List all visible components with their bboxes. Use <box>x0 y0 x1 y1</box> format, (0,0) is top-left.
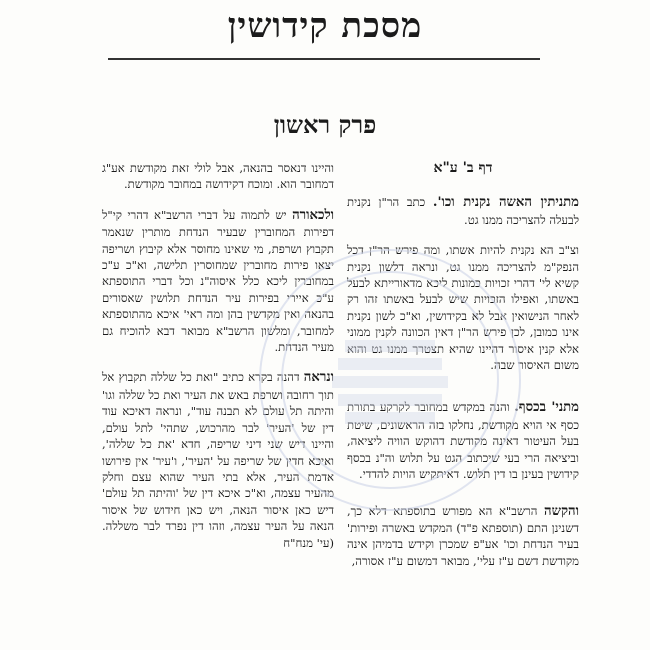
paragraph-text: כתב הר"ן נקנית לבעלה להצריכה ממנו גט. <box>347 195 579 227</box>
paragraph-question <box>347 503 579 570</box>
paragraph-venireh <box>102 369 334 550</box>
daf-label: דף ב' ע"א <box>433 160 493 176</box>
paragraph-explanation: וצ"ב הא נקנית להיות אשתו, ומה פירש הר"ן דכל הנפק"מ להצריכה ממנו גט, ונראה דלשון נקנית קשיא לי' דהרי זכויות כמונות ליכא מדאורייתא לבעל באשתו, ואפילו הזכויות שיש לבעל באשתו זהו רק לאחר הנישואין אבל לא בקידושין, וא"כ לשון נקנית אינו כמובן, לכן פירש הר"ן דאין הכוונה לקנין ממוני אלא קנין איסור דהיינו שהיא תצטרך ממנו גט והוא משום האיסור שבה. <box>347 243 579 373</box>
header-rule <box>108 58 540 60</box>
dibbur-hamatchil: מתני' בכסף. <box>514 400 580 416</box>
chapter-title: פרק ראשון <box>273 110 377 139</box>
paragraph-text: יש לתמוה על דברי הרשב"א דהרי קי"ל דפירות המחוברין שבעיר הנדחת מותרין שנאמר תקבוץ ושרפת, מי שאינו מחוסר אלא קיבוץ ושריפה יצאו פירות מחוברין שמחוסרין תלישה, וא"כ ע"כ במחוברין ליכא כלל איסוה"נ וכל דברי התוספתא ע"כ איירי בפירות עיר הנדחת תלושין שאסורים בהנאה ואין מקדשין בהן ומה ראי' איכא מהתוספתא למחובר, ומלשון הרשב"א מבואר דבא להוכיח גם מעיר הנדחת. <box>102 207 334 355</box>
paragraph-text: דהנה בקרא כתיב "ואת כל שללה תקבוץ אל תוך רחובה ושרפת באש את העיר ואת כל שללה וגו' והיתה תל עולם לא תבנה עוד", ונראה דאיכא עוד דין של 'העיר' לבר מהרכוש, שתהי' לתל עולם, והיינו דיש שני דיני שריפה, חדא 'את כל שללה', ואיכא חדין של שריפה על 'העיר', ו'עיר' אין פירושו אדמת העיר, אלא בתי העיר שהוא עצם וחלק מהעיר עצמה, וא"כ איכא דין של 'והיתה תל עולם' דיש כאן איסור הנאה, ויש כאן חידוש של איסור הנאה על העיר עצמה, וזהו דין נפרד לבר משללה. (עי' מנח"ח <box>102 370 334 550</box>
paragraph-continuation: והיינו דנאסר בהנאה, אבל לולי זאת מקודשת אע"ג דמחובר הוא. ומוכח דקידושה במחובר מקודשת. <box>102 161 334 192</box>
dibbur-hamatchil: והקשה <box>544 503 579 519</box>
dibbur-hamatchil: ונראה <box>303 370 334 386</box>
paragraph-lechora <box>102 207 334 356</box>
right-column <box>347 160 579 569</box>
paragraph-text: והנה במקדש במחובר לקרקע בתורת כסף אי הויא מקודשת, נחלקו בזה הראשונים, שיטת בעל העיטור דאינה מקודשת דהוקש הוויה ליציאה, וביציאה הרי בעי שיכתוב הגט על תלוש וה"נ בכסף קידושין בעינן בו דין תלוש. דאיתקיש הויות להדדי. <box>347 400 579 482</box>
tractate-title: מסכת קידושין <box>227 6 423 46</box>
dibbur-hamatchil: ולכאורה <box>292 207 334 223</box>
paragraph-mishnah-kesef <box>347 399 579 482</box>
paragraph-mishnah-lead <box>347 194 579 228</box>
paragraph-text: הרשב"א הא מפורש בתוספתא דלא כך, דשנינן התם (תוספתא פ"ד) המקדש באשרה ופירות' בעיר הנדחת וכו' אע"פ שמכרן וקידש בדמיהן אינה מקודשת דשם ע"ז עלי', מבואר דמשום ע"ז אסורה, <box>347 503 579 568</box>
dibbur-hamatchil: מתניתין האשה נקנית וכו'. <box>432 195 579 211</box>
left-column <box>102 160 334 551</box>
